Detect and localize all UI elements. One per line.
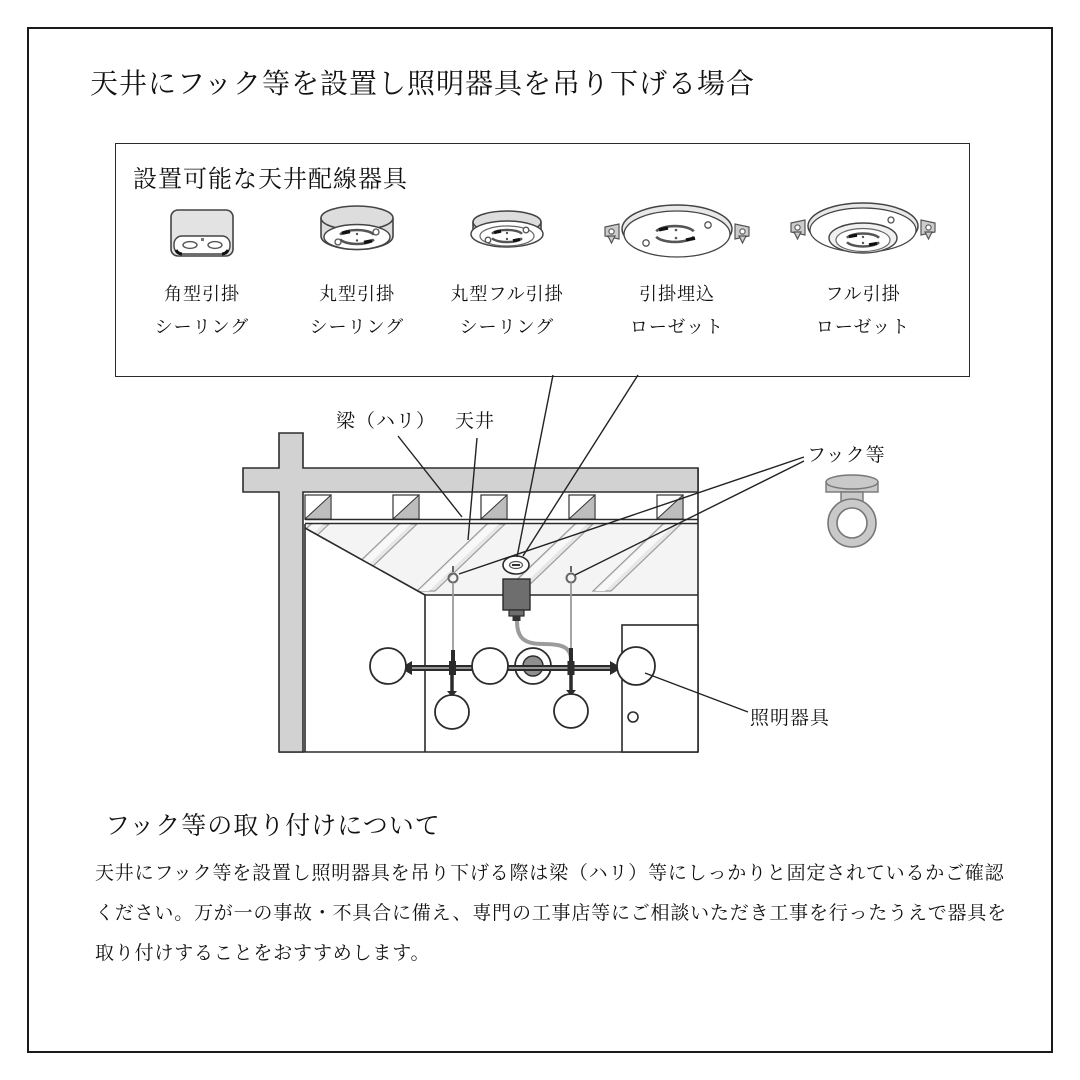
section-heading: フック等の取り付けについて [105, 812, 441, 840]
device-label-line1: 角型引掛 [164, 284, 240, 304]
device-label-line1: 丸型フル引掛 [450, 284, 564, 304]
section-body-line: 天井にフック等を設置し照明器具を吊り下げる際は梁（ハリ）等にしっかりと固定されているかご確認 [95, 863, 1005, 884]
hook-embedded-rosette-icon [597, 196, 757, 272]
device-square-hook-ceiling [122, 196, 282, 339]
device-label-line1: 引掛埋込 [639, 284, 715, 304]
square-hook-ceiling-icon [122, 196, 282, 272]
device-full-hook-rosette [783, 196, 943, 339]
devices-box-title: 設置可能な天井配線器具 [133, 166, 408, 193]
device-label-line1: 丸型引掛 [319, 284, 395, 304]
light-fixture-label: 照明器具 [750, 708, 831, 729]
ceiling-label: 天井 [455, 411, 496, 432]
round-full-hook-ceiling-icon [427, 196, 587, 272]
device-label-line2: シーリング [309, 317, 405, 337]
round-hook-ceiling-icon [277, 196, 437, 272]
beam-label: 梁（ハリ） [336, 411, 437, 432]
device-label-line1: フル引掛 [825, 284, 901, 304]
hook-label: フック等 [807, 445, 886, 466]
full-hook-rosette-icon [783, 196, 943, 272]
device-label-line2: シーリング [154, 317, 250, 337]
page-title: 天井にフック等を設置し照明器具を吊り下げる場合 [90, 68, 756, 99]
device-hook-embedded-rosette [597, 196, 757, 339]
device-label-line2: ローゼット [815, 317, 911, 337]
device-round-full-hook-ceiling [427, 196, 587, 339]
device-label-line2: ローゼット [629, 317, 725, 337]
section-body-line: ください。万が一の事故・不具合に備え、専門の工事店等にご相談いただき工事を行ったうえで器具を [95, 903, 1007, 924]
device-label-line2: シーリング [459, 317, 555, 337]
section-body-line: 取り付けすることをおすすめします。 [95, 943, 431, 964]
device-round-hook-ceiling [277, 196, 437, 339]
